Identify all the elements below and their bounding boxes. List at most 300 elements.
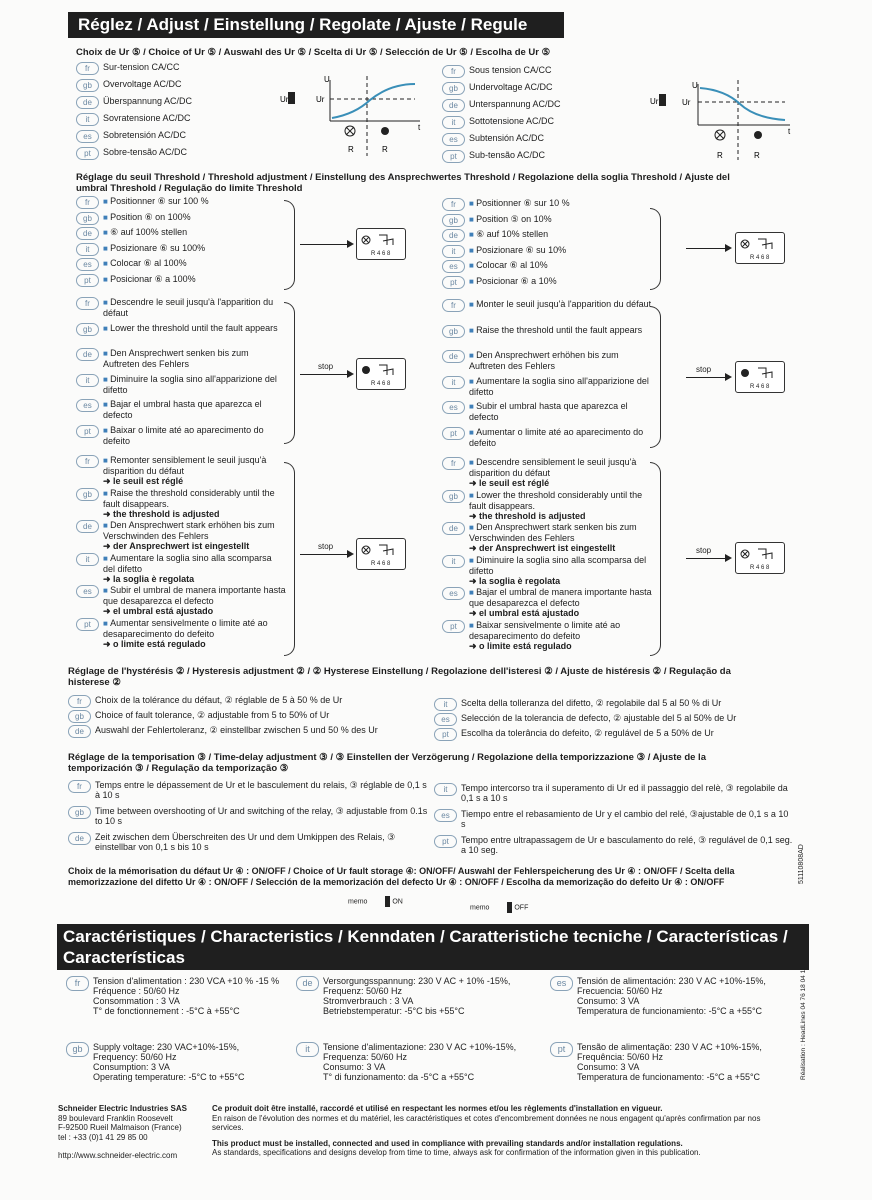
item-text [469, 65, 552, 75]
item-label: Tiempo entre el rebasamiento de Ur y el cambio del relé, ③ajustable de 0,1 s a 10 s [461, 809, 789, 829]
list-item [68, 806, 428, 826]
list-item [76, 374, 286, 395]
characteristic-line: Frequência: 50/60 Hz [577, 1052, 664, 1062]
bullet-icon: ■ [469, 458, 477, 467]
item-text [95, 725, 378, 735]
lang-badge: es [550, 976, 573, 991]
item-label: Bajar el umbral de manera importante hasta que desaparezca el defecto [469, 587, 652, 608]
item-text [469, 555, 652, 586]
item-text [461, 783, 794, 803]
list-item [76, 130, 276, 143]
lang-badge: fr [442, 457, 465, 470]
lang-badge: it [296, 1042, 319, 1057]
graph-ur-label: Ur [682, 98, 691, 107]
lang-badge: de [442, 350, 465, 363]
item-label: ⑥ auf 100% stellen [110, 227, 188, 237]
list-item [76, 212, 276, 225]
characteristics-block [296, 1042, 536, 1082]
notice-fr-bold: Ce produit doit être installé, raccordé et utilisé en respectant les normes et/ou les règlements d'installation en vigueur. [212, 1104, 663, 1113]
lang-badge: de [296, 976, 319, 991]
item-text [461, 698, 721, 708]
item-label: Choix de la tolérance du défaut, ② réglable de 5 à 50 % de Ur [95, 695, 343, 705]
lang-badge: fr [442, 65, 465, 78]
item-text [103, 455, 286, 486]
lang-badge: gb [442, 214, 465, 227]
item-text [469, 276, 557, 287]
voltage-curve [332, 84, 415, 118]
lang-badge: fr [76, 455, 99, 468]
lang-badge: it [76, 553, 99, 566]
item-text [103, 96, 192, 106]
bullet-icon: ■ [469, 276, 477, 286]
item-label: Diminuire la soglia sino all'apparizione del difetto [103, 373, 277, 395]
list-item [76, 455, 286, 486]
stop-label: stop [696, 546, 712, 555]
item-label: Den Ansprechwert senken bis zum Auftreten des Fehlers [103, 348, 249, 369]
relay-diagram [735, 542, 785, 574]
list-item [442, 198, 642, 211]
item-text [469, 325, 642, 336]
list-item [76, 297, 286, 318]
lang-badge: de [442, 229, 465, 242]
bullet-icon: ■ [469, 261, 477, 270]
bullet-icon: ■ [103, 212, 111, 222]
item-text [103, 196, 209, 207]
lang-badge: es [76, 130, 99, 143]
item-label: Aumentare la soglia sino alla scomparsa del difetto [103, 552, 272, 574]
list-item [442, 116, 642, 129]
item-label: Aumentar o limite até ao aparecimento do defeito [469, 426, 644, 448]
bullet-icon: ■ [469, 230, 477, 239]
item-label: Subir el umbral hasta que aparezca el defecto [469, 401, 628, 422]
lang-badge: es [434, 809, 457, 822]
arrow [300, 244, 352, 245]
undervoltage-graph [650, 80, 800, 165]
characteristics-block [550, 976, 790, 1016]
bullet-icon: ■ [469, 490, 477, 500]
bullet-icon: ■ [103, 488, 111, 498]
characteristic-line: Consumo: 3 VA [323, 1062, 386, 1072]
item-result: ➜ der Ansprechwert ist eingestellt [469, 543, 616, 553]
bullet-icon: ■ [103, 298, 111, 307]
item-text [103, 399, 286, 420]
item-label: Time between overshooting of Ur and switching of the relay, ③ adjustable from 0.1s to 10 s [95, 806, 428, 826]
item-label: Subir el umbral de manera importante hasta que desaparezca el defecto [103, 585, 286, 606]
lang-badge: fr [442, 299, 465, 312]
characteristic-line: Betriebstemperatur: -5°C bis +55°C [323, 1006, 465, 1016]
characteristic-line: Temperatura de funcionamiento: -5°C a +55°C [577, 1006, 763, 1016]
list-item [442, 350, 652, 371]
item-label: Posizionare ⑥ su 10% [476, 244, 567, 255]
list-item [76, 274, 276, 287]
item-result: ➜ o limite está regulado [103, 638, 206, 649]
notice-block [212, 1104, 792, 1158]
doc-code: 51110808AD [798, 844, 805, 884]
item-text [469, 260, 548, 271]
item-label: Sottotensione AC/DC [469, 116, 555, 126]
list-item [68, 725, 428, 738]
bullet-icon: ■ [103, 349, 111, 358]
characteristics-lines [323, 1042, 516, 1082]
item-text [103, 553, 286, 584]
lang-badge: es [442, 401, 465, 414]
relay-nums: R 4 6 8 [750, 255, 770, 261]
item-label: Posicionar ⑥ a 10% [476, 275, 557, 286]
characteristic-line: Operating temperature: -5°C to +55°C [93, 1072, 245, 1082]
bullet-icon: ■ [469, 402, 477, 411]
item-text [461, 713, 736, 723]
arrow [686, 248, 730, 249]
item-label: Undervoltage AC/DC [469, 82, 553, 92]
voltage-curve [700, 88, 785, 120]
item-label: Überspannung AC/DC [103, 96, 193, 106]
item-label: Bajar el umbral hasta que aparezca el defecto [103, 399, 262, 420]
item-text [469, 457, 652, 488]
item-label: Sobre-tensão AC/DC [103, 147, 188, 157]
item-label: Aumentar sensivelmente o limite até ao desaparecimento do defeito [103, 617, 268, 639]
item-label: Subtensión AC/DC [469, 133, 545, 143]
lang-badge: fr [442, 198, 465, 211]
item-text [103, 425, 286, 446]
characteristic-line: Tension d'alimentation : 230 VCA +10 % -15 % [93, 976, 280, 986]
bullet-icon: ■ [103, 586, 111, 595]
list-item [76, 348, 286, 369]
relay-nums: R 4 6 8 [750, 384, 770, 390]
list-item [442, 260, 642, 273]
website-link[interactable]: http://www.schneider-electric.com [58, 1151, 178, 1160]
characteristic-line: Consumption: 3 VA [93, 1062, 170, 1072]
item-text [469, 620, 652, 651]
item-text [95, 806, 428, 826]
bullet-icon: ■ [103, 243, 111, 253]
item-text [103, 488, 286, 519]
bullet-icon: ■ [469, 523, 477, 532]
list-item [442, 620, 652, 651]
item-text [469, 245, 566, 256]
lang-badge: fr [76, 196, 99, 209]
memo-on-state: ON [392, 898, 403, 906]
lang-badge: gb [68, 710, 91, 723]
list-item [434, 713, 794, 726]
list-item [76, 227, 276, 240]
list-item [434, 728, 794, 741]
list-item [76, 585, 286, 616]
item-label: Lower the threshold considerably until the fault disappears. [469, 489, 643, 511]
lang-badge: es [442, 133, 465, 146]
list-item [68, 832, 428, 852]
item-label: Descendre le seuil jusqu'à l'apparition du défaut [103, 297, 274, 318]
notice-gb: As standards, specifications and designs develop from time to time, always ask for confirmation of the information given in this publication. [212, 1148, 701, 1157]
bullet-icon: ■ [103, 618, 111, 628]
graph-ur-label: Ur [316, 95, 325, 104]
lang-badge: pt [442, 427, 465, 440]
company-block [58, 1104, 208, 1142]
item-label: Sobretensión AC/DC [103, 130, 187, 140]
item-text [103, 297, 286, 318]
notice-gb-bold: This product must be installed, connected and used in compliance with prevailing standards and/or installation regulations. [212, 1138, 683, 1148]
item-label: Diminuire la soglia sino alla scomparsa del difetto [469, 554, 647, 576]
item-text [469, 214, 552, 225]
arrow [300, 374, 352, 375]
threshold-header: Réglage du seuil Threshold / Threshold adjustment / Einstellung des Ansprechwertes Threshold / Regolazione della soglia Threshold / Ajuste del umbral Threshold / Regulação do limite Threshold [76, 172, 730, 194]
relay-diagram [735, 232, 785, 264]
item-text [103, 243, 205, 254]
notice-fr: En raison de l'évolution des normes et du matériel, les caractéristiques et cotes d'encombrement données ne nous engagent qu'après confirmation par nos services. [212, 1113, 761, 1132]
item-label: Overvoltage AC/DC [103, 79, 182, 89]
list-item [442, 587, 652, 618]
lang-badge: it [76, 374, 99, 387]
item-text [469, 229, 548, 240]
lang-badge: de [68, 832, 91, 845]
item-label: Temps entre le dépassement de Ur et le basculement du relais, ③ réglable de 0,1 s à 10 s [95, 780, 427, 800]
item-text [461, 728, 714, 738]
lang-badge: pt [434, 728, 457, 741]
company-phone: tel : +33 (0)1 41 29 85 00 [58, 1132, 148, 1142]
item-label: Raise the threshold until the fault appears [476, 324, 643, 335]
lang-badge: es [76, 258, 99, 271]
lang-badge: pt [442, 620, 465, 633]
brace [284, 200, 295, 290]
lang-badge: de [76, 227, 99, 240]
characteristic-line: Temperatura de funcionamento: -5°C a +55°C [577, 1072, 761, 1082]
item-label: Escolha da tolerância do defeito, ② regulável de 5 a 50% de Ur [461, 728, 714, 738]
item-label: Sous tension CA/CC [469, 65, 552, 75]
bullet-icon: ■ [103, 553, 111, 563]
switch-off-icon [507, 902, 512, 913]
lang-badge: it [442, 116, 465, 129]
lang-badge: pt [442, 276, 465, 289]
list-item [442, 427, 652, 448]
list-item [76, 323, 286, 336]
stop-label: stop [696, 365, 712, 374]
item-text [469, 299, 651, 310]
graph-u-label: U [324, 76, 330, 84]
bullet-icon: ■ [469, 351, 477, 360]
bullet-icon: ■ [103, 323, 111, 333]
item-text [469, 350, 652, 371]
arrow [300, 554, 352, 555]
lang-badge: pt [434, 835, 457, 848]
company-address: 89 boulevard Franklin Roosevelt [58, 1113, 173, 1123]
item-text [103, 258, 187, 269]
lang-badge: es [76, 585, 99, 598]
item-text [103, 618, 286, 649]
list-item [76, 618, 286, 649]
list-item [442, 401, 652, 422]
characteristic-line: Frequency: 50/60 Hz [93, 1052, 177, 1062]
lang-badge: fr [68, 695, 91, 708]
bullet-icon: ■ [103, 521, 111, 530]
company-name: Schneider Electric Industries SAS [58, 1104, 187, 1113]
item-text [469, 116, 554, 126]
item-text [103, 147, 187, 157]
item-text [103, 374, 286, 395]
characteristic-line: T° de fonctionnement : -5°C à +55°C [93, 1006, 240, 1016]
list-item [76, 96, 276, 109]
relay-on-icon [381, 127, 389, 135]
choice-header: Choix de Ur ⑤ / Choice of Ur ⑤ / Auswahl des Ur ⑤ / Scelta di Ur ⑤ / Selección de Ur ⑤ / Escolha de Ur ⑤ [76, 47, 551, 58]
item-label: Posicionar ⑥ a 100% [110, 273, 196, 284]
list-item [76, 488, 286, 519]
lang-badge: de [76, 348, 99, 361]
lang-badge: de [442, 522, 465, 535]
list-item [76, 258, 276, 271]
item-text [469, 150, 545, 160]
characteristics-block [550, 1042, 790, 1082]
list-item [442, 65, 642, 78]
item-label: Den Ansprechwert stark erhöhen bis zum Verschwinden des Fehlers [103, 520, 275, 541]
item-result: ➜ o limite está regulado [469, 640, 572, 651]
list-item [68, 695, 428, 708]
list-item [442, 82, 642, 95]
bullet-icon: ■ [103, 400, 111, 409]
list-item [442, 522, 652, 553]
item-result: ➜ the threshold is adjusted [103, 508, 220, 519]
adjust-section-title: Réglez / Adjust / Einstellung / Regolate / Ajuste / Regule [68, 12, 564, 38]
characteristic-line: Stromverbrauch : 3 VA [323, 996, 414, 1006]
item-text [103, 274, 196, 285]
list-item [442, 214, 642, 227]
lang-badge: it [442, 555, 465, 568]
lang-badge: es [442, 587, 465, 600]
lang-badge: gb [76, 79, 99, 92]
item-text [103, 113, 191, 123]
lang-badge: es [442, 260, 465, 273]
item-text [103, 212, 191, 223]
item-label: Descendre sensiblement le seuil jusqu'à disparition du défaut [469, 457, 637, 478]
brace [284, 462, 295, 656]
item-label: Colocar ⑥ al 10% [476, 260, 548, 270]
lang-badge: gb [68, 806, 91, 819]
relay-diagram-fault [356, 358, 406, 390]
characteristics-lines [93, 1042, 245, 1082]
bullet-icon: ■ [469, 427, 477, 437]
brace [650, 462, 661, 656]
list-item [76, 79, 276, 92]
lang-badge: pt [76, 425, 99, 438]
item-text [469, 427, 652, 448]
item-label: Remonter sensiblement le seuil jusqu'à disparition du défaut [103, 455, 267, 476]
hysteresis-header: Réglage de l'hystérésis ② / Hysteresis adjustment ② / ② Hysterese Einstellung / Regolazione dell'isteresi ② / Ajuste de histéresis ② / Regulação da histerese ② [68, 666, 731, 688]
bullet-icon: ■ [469, 376, 477, 386]
item-result: ➜ la soglia è regolata [103, 573, 195, 584]
characteristics-block [296, 976, 536, 1016]
item-result: ➜ le seuil est réglé [469, 478, 550, 488]
characteristic-line: Consommation : 3 VA [93, 996, 180, 1006]
lang-badge: fr [68, 780, 91, 793]
item-label: Raise the threshold considerably until the fault disappears. [103, 487, 275, 509]
relay-diagram [356, 228, 406, 260]
memo-on-switch [348, 896, 403, 907]
lang-badge: pt [442, 150, 465, 163]
item-result: ➜ el umbral está ajustado [103, 606, 214, 616]
item-text [103, 79, 182, 89]
lang-badge: gb [76, 488, 99, 501]
item-text [95, 695, 342, 705]
item-label: Monter le seuil jusqu'à l'apparition du défaut [476, 299, 652, 309]
list-item [442, 276, 642, 289]
lang-badge: es [434, 713, 457, 726]
graph-u-label: U [692, 81, 698, 90]
relay-on-icon [754, 131, 762, 139]
list-item [76, 62, 276, 75]
characteristic-line: Tensión de alimentación: 230 V AC +10%-15%, [577, 976, 766, 986]
lang-badge: de [68, 725, 91, 738]
memo-label: memo [348, 898, 368, 906]
lang-badge: pt [76, 147, 99, 160]
list-item [442, 376, 652, 397]
graph-r1-label: R [717, 151, 723, 160]
item-text [103, 520, 286, 551]
bullet-icon: ■ [469, 325, 477, 335]
arrow [686, 377, 730, 378]
switch-ur-label: Ur [650, 97, 659, 106]
characteristic-line: Tensão de alimentação: 230 V AC +10%-15%, [577, 1042, 762, 1052]
item-label: Baixar o limite até ao aparecimento do defeito [103, 424, 264, 446]
overvoltage-graph [280, 76, 440, 161]
relay-diagram-fault [735, 361, 785, 393]
item-text [103, 62, 180, 72]
item-label: Baixar sensivelmente o limite até ao desaparecimento do defeito [469, 619, 621, 641]
item-label: Posizionare ⑥ su 100% [110, 242, 206, 253]
item-text [469, 198, 570, 209]
bullet-icon: ■ [469, 214, 477, 224]
lang-badge: de [76, 520, 99, 533]
list-item [442, 325, 652, 338]
item-text [95, 780, 428, 800]
list-item [442, 457, 652, 488]
item-label: Lower the threshold until the fault appears [110, 322, 278, 333]
item-text [469, 587, 652, 618]
item-text [469, 522, 652, 553]
bullet-icon: ■ [103, 274, 111, 284]
delay-header: Réglage de la temporisation ③ / Time-delay adjustment ③ / ③ Einstellen der Verzögerung / Regolazione della temporizzazione ③ / Ajuste de la temporización ③ / Regulação da temporização ③ [68, 752, 706, 774]
characteristics-block [66, 1042, 306, 1082]
item-label: ⑥ auf 10% stellen [476, 229, 549, 239]
relay-nums: R 4 6 8 [750, 565, 770, 571]
relay-nums: R 4 6 8 [371, 251, 391, 257]
bullet-icon: ■ [469, 300, 477, 309]
lang-badge: gb [76, 323, 99, 336]
lang-badge: gb [66, 1042, 89, 1057]
lang-badge: gb [442, 490, 465, 503]
characteristic-line: Frequenza: 50/60 Hz [323, 1052, 408, 1062]
characteristics-lines [323, 976, 510, 1016]
lang-badge: fr [66, 976, 89, 991]
item-text [461, 835, 794, 855]
list-item [434, 783, 794, 803]
lang-badge: it [434, 698, 457, 711]
item-text [103, 130, 186, 140]
list-item [76, 113, 276, 126]
list-item [442, 245, 642, 258]
graph-t-label: t [418, 123, 421, 132]
item-text [469, 401, 652, 422]
bullet-icon: ■ [103, 197, 111, 206]
list-item [68, 710, 428, 723]
item-text [469, 490, 652, 521]
characteristic-line: Supply voltage: 230 VAC+10%-15%, [93, 1042, 240, 1052]
bullet-icon: ■ [103, 374, 111, 384]
lang-badge: pt [76, 618, 99, 631]
lang-badge: pt [550, 1042, 573, 1057]
list-item [76, 520, 286, 551]
item-label: Positionner ⑥ sur 100 % [110, 196, 209, 206]
item-label: Den Ansprechwert stark senken bis zum Verschwinden des Fehlers [469, 522, 637, 543]
list-item [434, 809, 794, 829]
item-label: Positionner ⑥ sur 10 % [476, 198, 570, 208]
item-label: Den Ansprechwert erhöhen bis zum Auftreten des Fehlers [469, 350, 619, 371]
